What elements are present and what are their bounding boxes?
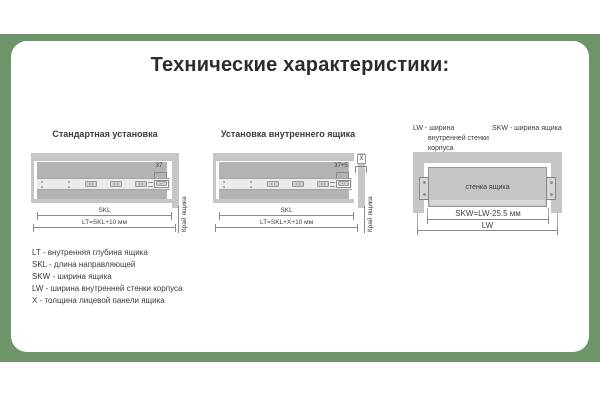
diagram-inner-heading: Установка внутреннего ящика	[220, 129, 356, 139]
skw-dim-label: SKW=LW-25.5 мм	[455, 209, 521, 218]
rail-slot	[156, 181, 167, 186]
slide-hardware-left	[419, 177, 429, 200]
lt-dim-line	[215, 227, 358, 228]
diagram-standard-heading: Стандартная установка	[52, 129, 158, 139]
cabinet-bottom-bar	[31, 199, 172, 203]
cabinet-top-bar	[213, 153, 354, 161]
lw-dim-label: LW	[481, 221, 494, 230]
drawer-edge-line	[178, 206, 179, 233]
cabinet-left-bar	[31, 153, 34, 200]
legend-item-skw: SKW - ширина ящика	[32, 272, 112, 281]
legend-item-x: X - толщина лицевой панели ящика	[32, 296, 165, 305]
lw-dim-line	[417, 230, 558, 231]
offset-dim-label: 37+5	[334, 163, 348, 169]
lt-dim-line	[33, 227, 176, 228]
screw-hole-dot	[41, 181, 43, 183]
slide-hardware-right	[546, 177, 556, 200]
rail-slot	[135, 181, 147, 187]
rail-slot	[338, 181, 349, 186]
lt-dim-label: LT=SKL+10 мм	[82, 219, 127, 226]
drawer-front-bar	[172, 153, 179, 208]
cabinet-back-panel	[413, 152, 562, 163]
skw-note: SKW - ширина ящика	[492, 125, 562, 132]
drawer-wall-label: стенка ящика	[465, 184, 510, 191]
offset-dim-label: 37	[155, 163, 163, 169]
screw-hole-dot	[223, 181, 225, 183]
page-title: Технические характеристики:	[150, 54, 450, 76]
screw-hole-dot	[250, 181, 252, 183]
approx-mark	[330, 182, 335, 187]
skl-dim-line	[219, 215, 354, 216]
lw-note-line2: внутренней стенки	[428, 135, 489, 142]
offset-dim-bracket	[154, 172, 167, 173]
lt-dim-label: LT=SKL+X+10 мм	[259, 219, 314, 226]
skl-dim-label: SKL	[98, 207, 111, 214]
screw-hole-dot	[68, 181, 70, 183]
lw-note-line3: корпуса	[428, 145, 454, 152]
facade-thickness-label: X	[357, 154, 366, 164]
legend-item-lw: LW - ширина внутренней стенки корпуса	[32, 284, 183, 293]
cabinet-left-bar	[213, 153, 216, 200]
rail-slot	[85, 181, 97, 187]
rail-slot	[317, 181, 329, 187]
legend-item-skl: SKL - длина направляющей	[32, 260, 136, 269]
screw-hole-dot	[223, 186, 225, 188]
screw-hole-dot	[68, 186, 70, 188]
skl-dim-line	[37, 215, 172, 216]
lw-note-line1: LW - ширина	[413, 125, 455, 132]
drawer-edge-label: Край ящика	[367, 196, 374, 232]
facade-thickness-bracket	[355, 166, 367, 167]
rail-slot	[292, 181, 304, 187]
cabinet-bottom-bar	[213, 199, 354, 203]
drawer-edge-line	[364, 206, 365, 233]
drawer-wall-strip	[430, 200, 545, 205]
screw-hole-dot	[41, 186, 43, 188]
rail-slot	[267, 181, 279, 187]
offset-dim-bracket	[336, 172, 349, 173]
screw-hole-dot	[250, 186, 252, 188]
legend-item-lt: LT - внутренняя глубина ящика	[32, 248, 148, 257]
approx-mark	[148, 182, 153, 187]
drawer-wall-box	[428, 167, 547, 207]
rail-slot	[110, 181, 122, 187]
end-slot-highlight	[154, 180, 169, 188]
cabinet-top-bar	[31, 153, 172, 161]
drawer-edge-label: Край ящика	[181, 196, 188, 232]
skw-dim-line	[427, 219, 549, 220]
end-slot-highlight	[336, 180, 351, 188]
skl-dim-label: SKL	[280, 207, 293, 214]
